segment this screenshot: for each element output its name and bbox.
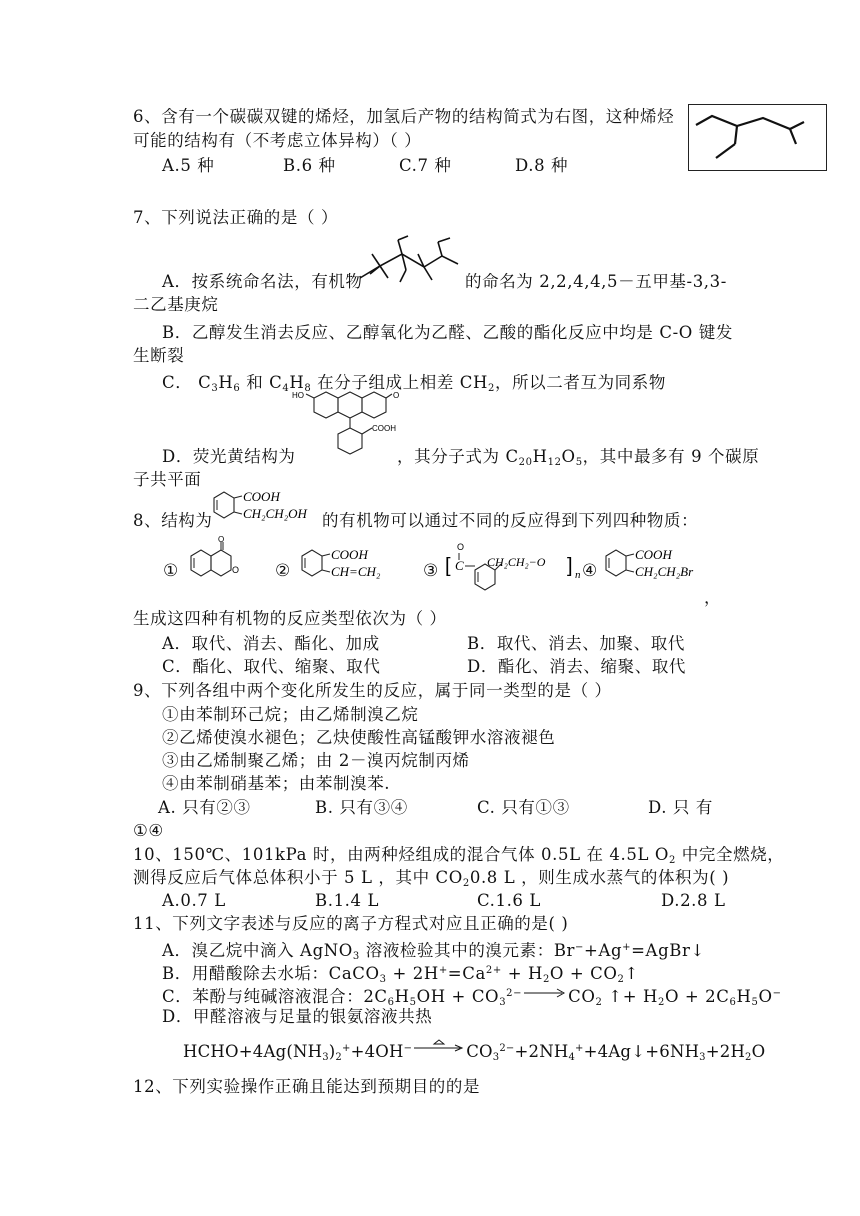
q8-option-b: B．取代、消去、加聚、取代 (467, 634, 685, 653)
q10-line2: 测得反应后气体总体积小于 5 L ，其中 $CO_20.8$ L ，则生成水蒸气的体积为( ) (133, 868, 730, 889)
q8-p3-bracket-l: [ (445, 555, 451, 577)
fluor-o-label: O (393, 391, 400, 400)
q8-p3-o: O (457, 542, 465, 552)
q8-product-1 (185, 535, 255, 592)
q8-p4-chain: CH₂CH₂Br (635, 564, 694, 579)
q8-stem: 生成这四种有机物的反应类型依次为（ ） (133, 609, 447, 628)
q6-option-c: C.7 种 (399, 156, 452, 175)
q11-option-d: D．甲醛溶液与足量的银氨溶液共热 (162, 1007, 433, 1026)
q9-item-2: ②乙烯使溴水褪色；乙炔使酸性高锰酸钾水溶液褪色 (162, 728, 556, 747)
q7-a-text-pre: A．按系统命名法，有机物 (162, 272, 363, 291)
q8-p4-cooh: COOH (635, 547, 672, 562)
q8-reactant-cooh: COOH (243, 489, 280, 504)
q7-a-skeletal-structure (358, 234, 460, 292)
fluor-cooh-label: COOH (372, 424, 396, 433)
q8-p1-o-top: O (218, 535, 225, 544)
q11-stem: 11、下列文字表述与反应的离子方程式对应且正确的是( ) (133, 914, 569, 933)
q7-fluorescein-structure (292, 390, 402, 468)
q7-a-text-post: 的命名为 2,2,4,4,5－五甲基-3,3- (465, 272, 727, 291)
q10-line1: 10、150℃、101kPa 时，由两种烃组成的混合气体 0.5L 在 4.5L $O_2$ 中完全燃烧， (133, 845, 785, 866)
q8-product-4 (600, 544, 712, 588)
q8-p3-chain: CH₂CH₂−O (487, 555, 546, 569)
q8-p3-n: n (575, 569, 581, 581)
q7-b-line2: 生断裂 (133, 346, 185, 365)
q8-num-2: ② (275, 561, 291, 581)
q11-option-d-equation: $HCHO+4Ag(NH_3)_2^++4OH^-$ $CO_3^{2-}+2NH_4^++4Ag↓+6NH_3+2H_2O$ (183, 1039, 765, 1068)
q6-option-a: A.5 种 (162, 156, 215, 175)
q11-option-b: B．用醋酸除去水垢：CaCO$_3$ + $2H^+=Ca^{2+} + H_2O$ + $CO_2↑$ (162, 964, 639, 985)
q8-option-d: D．酯化、消去、缩聚、取代 (467, 657, 687, 676)
q9-option-c: C. 只有①③ (477, 798, 570, 817)
q10-option-b: B.1.4 L (315, 891, 380, 910)
q8-product-3 (443, 540, 583, 600)
q7-a-line2: 二乙基庚烷 (133, 295, 219, 314)
q6-skeletal-structure (688, 104, 827, 171)
q8-reactant-structure (208, 488, 322, 528)
q6-option-d: D.8 种 (515, 156, 569, 175)
q8-post: 的有机物可以通过不同的反应得到下列四种物质： (322, 511, 699, 530)
heat-arrow-icon (414, 1038, 464, 1052)
q7-d-line2: 子共平面 (133, 470, 202, 489)
q8-option-c: C．酯化、取代、缩聚、取代 (162, 657, 381, 676)
q6-option-b: B.6 种 (283, 156, 336, 175)
fluor-ho-label: HO (292, 391, 304, 400)
q10-option-d: D.2.8 L (661, 891, 726, 910)
q8-num-1: ① (163, 561, 179, 581)
q8-p3-bracket-r: ] (567, 555, 573, 577)
q9-item-4: ④由苯制硝基苯；由苯制溴苯. (162, 774, 391, 793)
q11-option-c: C．苯酚与纯碱溶液混合：$2C_6H_5OH + CO_3^{2-}$ $CO_2$ ↑+ $H_2O + 2C_6H_5O^-$ (162, 984, 782, 1013)
q10-option-c: C.1.6 L (477, 891, 541, 910)
q8-p1-o-ring: O (232, 565, 240, 575)
q8-p2-cooh: COOH (331, 547, 368, 562)
q11-option-a: A．溴乙烷中滴入 AgNO$_3$ 溶液检验其中的溴元素：Br−+Ag+=AgBr↓ (162, 941, 705, 962)
q9-option-b: B. 只有③④ (315, 798, 408, 817)
q9-item-3: ③由乙烯制聚乙烯；由 2－溴丙烷制丙烯 (162, 751, 470, 770)
q8-option-a: A．取代、消去、酯化、加成 (162, 634, 380, 653)
q8-num-3: ③ (423, 561, 439, 581)
q9-item-1: ①由苯制环己烷；由乙烯制溴乙烷 (162, 705, 419, 724)
q9-option-a: A. 只有②③ (158, 798, 251, 817)
q7-d-line-post: ，其分子式为 $C_{20}H_{12}O_5$，其中最多有 9 个碳原 (397, 447, 760, 468)
q7-stem: 7、下列说法正确的是（ ） (133, 208, 339, 227)
q7-d-line: D．荧光黄结构为 (162, 447, 296, 466)
q8-row-comma: ， (704, 588, 722, 607)
q6-line1: 6、含有一个碳碳双键的烯烃，加氢后产物的结构简式为右图，这种烯烃 (133, 107, 675, 126)
q7-c-line: C． $C_3H_6$ 和 $C_4H_8$ 在分子组成上相差 $CH_2$，所以二者互为同系物 (162, 373, 666, 394)
q7-b-line1: B．乙醇发生消去反应、乙醇氧化为乙醛、乙酸的酯化反应中均是 C-O 键发 (162, 323, 733, 342)
reaction-arrow-icon (524, 983, 566, 993)
q6-line2: 可能的结构有（不考虑立体异构）（ ） (133, 131, 422, 150)
q12-stem: 12、下列实验操作正确且能达到预期目的的是 (133, 1077, 481, 1096)
q8-p2-vinyl: CH=CH₂ (331, 564, 381, 579)
q8-p3-c: C (455, 558, 464, 573)
q8-num-4: ④ (582, 561, 598, 581)
q9-stem: 9、下列各组中两个变化所发生的反应，属于同一类型的是（ ） (133, 681, 612, 700)
q9-option-d: D. 只 有 (648, 798, 713, 817)
q10-option-a: A.0.7 L (162, 891, 226, 910)
q9-option-d-cont: ①④ (133, 821, 164, 840)
q8-reactant-chain: CH₂CH₂OH (243, 506, 307, 521)
q8-pre: 8、结构为 (133, 511, 213, 530)
q8-product-2 (296, 544, 406, 588)
